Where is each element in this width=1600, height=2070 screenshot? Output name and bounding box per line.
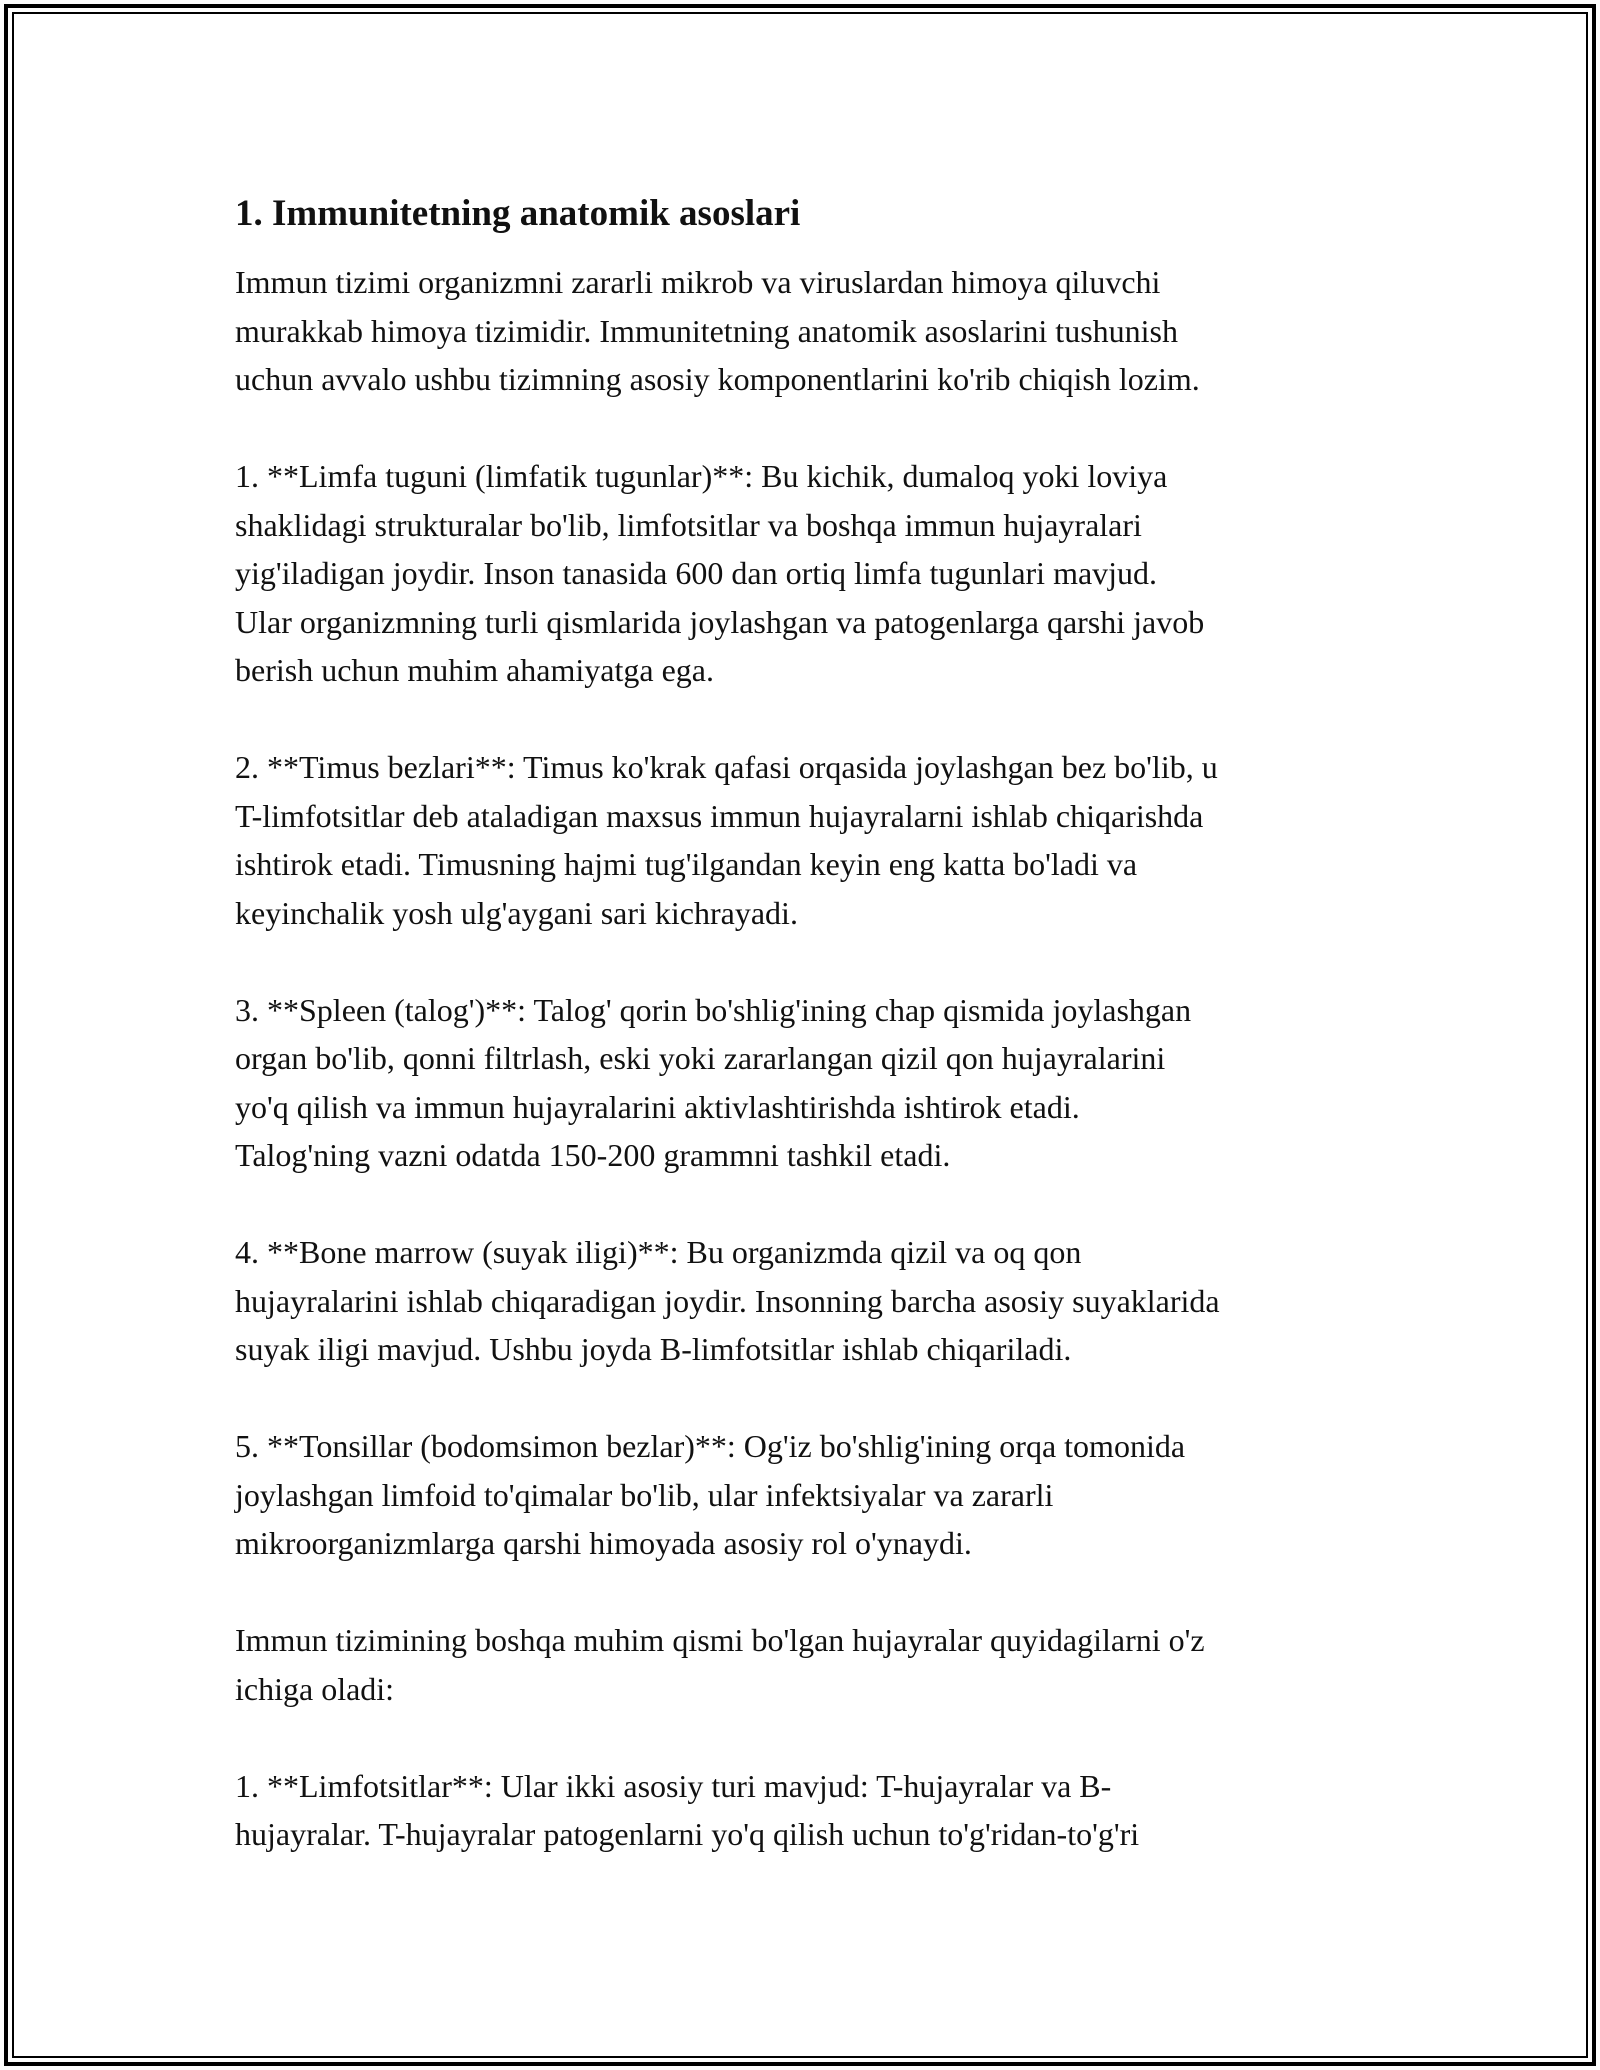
document-title: 1. Immunitetning anatomik asoslari bbox=[235, 193, 801, 234]
paragraph-thymus: 2. **Timus bezlari**: Timus ko'krak qafasi orqasida joylashgan bez bo'lib, u T-limfotsitlar deb ataladigan maxsus immun hujayralarni ishlab chiqarishda ishtirok etadi. Timusning hajmi tug'ilgandan keyin eng katta bo'ladi va keyinchalik yosh ulg'aygani sari kichrayadi. bbox=[235, 749, 1218, 931]
paragraph-lymphocytes: 1. **Limfotsitlar**: Ular ikki asosiy turi mavjud: T-hujayralar va B- hujayralar. T-hujayralar patogenlarni yo'q qilish uchun to'g'ridan-to'g'ri bbox=[235, 1767, 1140, 1852]
paragraph-bone-marrow: 4. **Bone marrow (suyak iligi)**: Bu organizmda qizil va oq qon hujayralarini ishlab chiqaradigan joydir. Insonning barcha asosiy suyaklarida suyak iligi mavjud. Ushbu joyda B-limfotsitlar ishlab chiqariladi. bbox=[235, 1234, 1220, 1367]
paragraph-lymph-nodes: 1. **Limfa tuguni (limfatik tugunlar)**: Bu kichik, dumaloq yoki loviya shaklidagi strukturalar bo'lib, limfotsitlar va boshqa immun hujayralari yig'iladigan joydir. Inson tanasida 600 dan ortiq limfa tugunlari mavjud. Ular organizmning turli qismlarida joylashgan va patogenlarga qarshi javob berish uchun muhim ahamiyatga ega. bbox=[235, 458, 1205, 688]
document-body bbox=[235, 190, 1385, 1907]
paragraph-intro: Immun tizimi organizmni zararli mikrob va viruslardan himoya qiluvchi murakkab himoya tizimidir. Immunitetning anatomik asoslarini tushunish uchun avvalo ushbu tizimning asosiy komponentlarini ko'rib chiqish lozim. bbox=[235, 264, 1200, 397]
paragraph-tonsils: 5. **Tonsillar (bodomsimon bezlar)**: Og'iz bo'shlig'ining orqa tomonida joylashgan limfoid to'qimalar bo'lib, ular infektsiyalar va zararli mikroorganizmlarga qarshi himoyada asosiy rol o'ynaydi. bbox=[235, 1428, 1186, 1561]
paragraph-spleen: 3. **Spleen (talog')**: Talog' qorin bo'shlig'ining chap qismida joylashgan organ bo'lib, qonni filtrlash, eski yoki zararlangan qizil qon hujayralarini yo'q qilish va immun hujayralarini aktivlashtirishda ishtirok etadi. Talog'ning vazni odatda 150-200 grammni tashkil etadi. bbox=[235, 991, 1192, 1173]
paragraph-cells-intro: Immun tizimining boshqa muhim qismi bo'lgan hujayralar quyidagilarni o'z ichiga oladi: bbox=[235, 1622, 1205, 1707]
